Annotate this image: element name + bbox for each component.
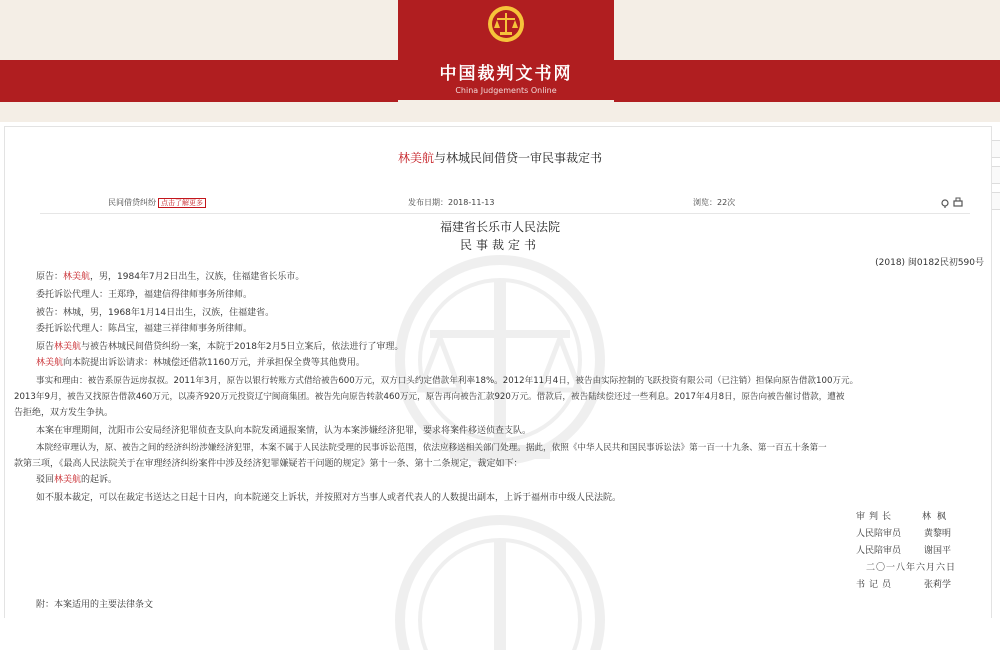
party-link[interactable]: 林美航 [36, 358, 64, 368]
ruling-date: 二〇一八年六月六日 [866, 563, 957, 573]
site-banner[interactable] [398, 0, 614, 100]
paragraph-agent-2: 委托诉讼代理人：陈昌宝，福建三祥律师事务所律师。 [36, 324, 253, 334]
paragraph-trial-note: 本案在审理期间，沈阳市公安局经济犯罪侦查支队向本院发函通报案情，认为本案涉嫌经济犯罪，要求将案件移送侦查支队。 [36, 426, 532, 436]
paragraph-plaintiff [36, 270, 304, 285]
print-and-star-icon[interactable] [941, 197, 963, 209]
publish-date: 发布日期：2018-11-13 [408, 198, 495, 207]
party-link[interactable]: 林美航 [54, 475, 82, 485]
paragraph-appeal: 如不服本裁定，可以在裁定书送达之日起十日内，向本院递交上诉状，并按照对方当事人或者代表人的人数提出副本，上诉于福州市中级人民法院。 [36, 493, 622, 503]
signature-name: 黄黎明 [924, 529, 952, 539]
document-title [0, 150, 1000, 166]
banner-left-wing [0, 60, 398, 102]
clerk-role: 书记员 [856, 580, 896, 590]
text: 与被告林城民间借贷纠纷一案，本院于2018年2月5日立案后，依法进行了审理。 [81, 342, 404, 352]
site-subtitle: China Judgements Online [455, 86, 557, 95]
signature-name: 林枫 [922, 512, 953, 522]
case-cause [108, 198, 206, 208]
paragraph-claim [36, 356, 365, 371]
learn-more-tag[interactable]: 点击了解更多 [158, 198, 206, 208]
case-cause-text: 民间借贷纠纷 [108, 198, 156, 207]
party-link[interactable]: 林美航 [54, 342, 82, 352]
clerk-name: 张莉学 [924, 580, 952, 590]
banner-right-wing [614, 60, 1000, 102]
court-name: 福建省长乐市人民法院 [439, 220, 560, 234]
title-text: 与林城民间借贷一审民事裁定书 [434, 151, 603, 165]
paragraph-case-intro [36, 340, 403, 355]
paragraph-ruling [36, 473, 117, 488]
paragraph-opinion-line-1: 本院经审理认为，原、被告之间的经济纠纷涉嫌经济犯罪，本案不属于人民法院受理的民事诉讼范围，依法应移送相关部门处理。据此，依照《中华人民共和国民事诉讼法》第一百一十九条、第一百五十条第一 [36, 443, 827, 453]
view-count: 浏览：22次 [693, 198, 736, 207]
paragraph-agent-1: 委托诉讼代理人：王郑琤，福建信得律师事务所律师。 [36, 290, 253, 300]
party-link[interactable]: 林美航 [63, 272, 91, 282]
paragraph-defendant: 被告：林城，男，1968年1月14日出生，汉族，住福建省。 [36, 308, 275, 318]
case-number: (2018) 闽0182民初590号 [875, 258, 984, 268]
court-emblem-icon [486, 4, 526, 44]
paragraph-opinion-line-2: 款第三项，《最高人民法院关于在审理经济纠纷案件中涉及经济犯罪嫌疑若干问题的规定》第十一条、第十二条规定，裁定如下： [14, 459, 523, 469]
paragraph-facts-line-1: 事实和理由：被告系原告远房叔叔。2011年3月，原告以银行转账方式借给被告600万元，双方口头约定借款年利率18%。2012年11月4日，被告由实际控制的飞跃投资有限公司（已注销）担保向原告借款100万元。 [36, 376, 859, 386]
text: 原告 [36, 342, 55, 352]
document-type: 民事裁定书 [459, 238, 540, 252]
signature-role: 人民陪审员 [856, 546, 902, 556]
divider [40, 213, 970, 214]
signature-name: 谢国平 [924, 546, 952, 556]
site-title: 中国裁判文书网 [439, 64, 573, 84]
text: 的起诉。 [81, 475, 118, 485]
text: ，男，1984年7月2日出生，汉族，住福建省长乐市。 [90, 272, 305, 282]
paragraph-facts-line-2: 2013年9月，被告又找原告借款460万元，以凑齐920万元投资辽宁闽商集团。被告先向原告转款460万元，原告再向被告汇款920万元。借款后，被告陆续偿还过一些利息。2017年4月8日，原告向被告催讨借款，遭被 [14, 392, 845, 402]
appendix-heading: 附：本案适用的主要法律条文 [36, 600, 154, 610]
signature-role: 审判长 [856, 512, 896, 522]
text: 原告： [36, 272, 64, 282]
title-party-link[interactable]: 林美航 [397, 151, 434, 165]
signature-role: 人民陪审员 [856, 529, 902, 539]
text: 驳回 [36, 475, 55, 485]
paragraph-facts-line-3: 告拒绝，双方发生争执。 [14, 408, 114, 418]
text: 向本院提出诉讼请求：林城偿还借款1160万元，并承担保全费等其他费用。 [63, 358, 365, 368]
